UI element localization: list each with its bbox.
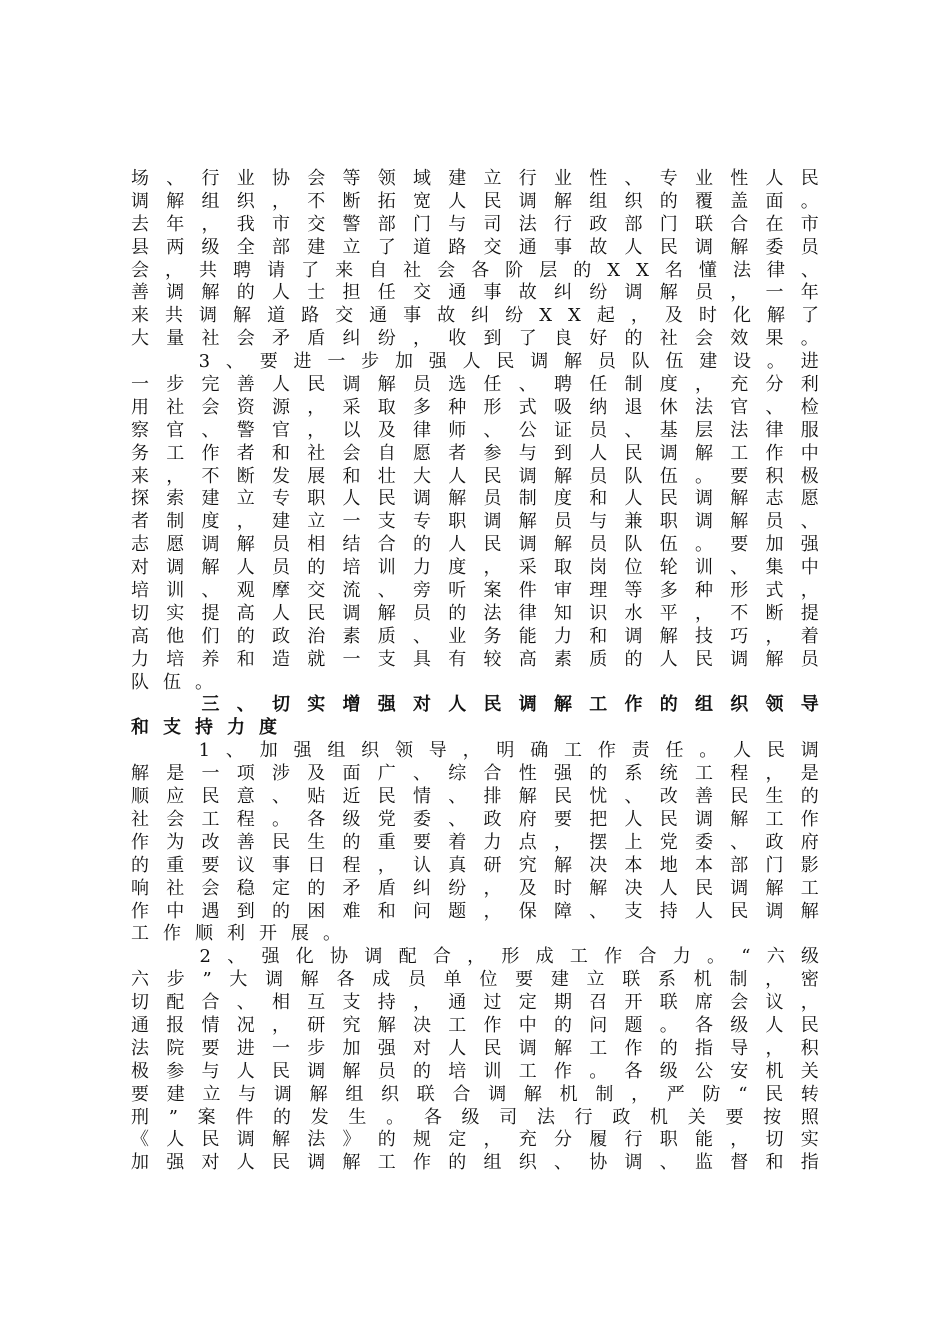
- text-line: 志 愿 调 解 员 相 结 合 的 人 民 调 解 员 队 伍 。 要 加 强: [131, 534, 819, 556]
- text-line: 来 共 调 解 道 路 交 通 事 故 纠 纷 X X 起 ， 及 时 化 解 了: [131, 305, 819, 327]
- text-line: 社 会 工 程 。 各 级 党 委 、 政 府 要 把 人 民 调 解 工 作: [131, 808, 819, 830]
- text-line: 务 工 作 者 和 社 会 自 愿 者 参 与 到 人 民 调 解 工 作 中: [131, 442, 819, 464]
- text-line: 切 配 合 、 相 互 支 持 ， 通 过 定 期 召 开 联 席 会 议 ，: [131, 992, 819, 1014]
- text-line: 3 、 要 进 一 步 加 强 人 民 调 解 员 队 伍 建 设 。 进: [198, 351, 819, 373]
- text-line: 作 中 遇 到 的 困 难 和 问 题 ， 保 障 、 支 持 人 民 调 解: [131, 900, 819, 922]
- document-body: [131, 168, 819, 1175]
- text-line: 和 支 持 力 度: [131, 717, 277, 739]
- text-line: 来 ， 不 断 发 展 和 壮 大 人 民 调 解 员 队 伍 。 要 积 极: [131, 465, 819, 487]
- text-line: 察 官 、 警 官 ， 以 及 律 师 、 公 证 员 、 基 层 法 律 服: [131, 419, 819, 441]
- text-line: 法 院 要 进 一 步 加 强 对 人 民 调 解 工 作 的 指 导 ， 积: [131, 1037, 819, 1059]
- text-line: 响 社 会 稳 定 的 矛 盾 纠 纷 ， 及 时 解 决 人 民 调 解 工: [131, 877, 819, 899]
- text-line: 者 制 度 ， 建 立 一 支 专 职 调 解 员 与 兼 职 调 解 员 、: [131, 511, 819, 533]
- text-line: 善 调 解 的 人 士 担 任 交 通 事 故 纠 纷 调 解 员 ， 一 年: [131, 282, 819, 304]
- text-line: 一 步 完 善 人 民 调 解 员 选 任 、 聘 任 制 度 ， 充 分 利: [131, 374, 819, 396]
- text-line: 队 伍 。: [131, 671, 213, 693]
- text-line: 刑 ” 案 件 的 发 生 。 各 级 司 法 行 政 机 关 要 按 照: [131, 1106, 819, 1128]
- text-line: 加 强 对 人 民 调 解 工 作 的 组 织 、 协 调 、 监 督 和 指: [131, 1152, 819, 1174]
- text-line: 调 解 组 织 ， 不 断 拓 宽 人 民 调 解 组 织 的 覆 盖 面 。: [131, 190, 819, 212]
- text-line: 工 作 顺 利 开 展 。: [131, 923, 341, 945]
- text-line: 的 重 要 议 事 日 程 ， 认 真 研 究 解 决 本 地 本 部 门 影: [131, 854, 819, 876]
- text-line: 去 年 ， 我 市 交 警 部 门 与 司 法 行 政 部 门 联 合 在 市: [131, 213, 819, 235]
- text-line: 县 两 级 全 部 建 立 了 道 路 交 通 事 故 人 民 调 解 委 员: [131, 236, 819, 258]
- text-line: 解 是 一 项 涉 及 面 广 、 综 合 性 强 的 系 统 工 程 ， 是: [131, 763, 819, 785]
- text-line: 2 、 强 化 协 调 配 合 ， 形 成 工 作 合 力 。 “ 六 级: [199, 946, 819, 968]
- text-line: 力 培 养 和 造 就 一 支 具 有 较 高 素 质 的 人 民 调 解 员: [131, 648, 819, 670]
- text-line: 1 、 加 强 组 织 领 导 ， 明 确 工 作 责 任 。 人 民 调: [198, 740, 819, 762]
- text-line: 探 索 建 立 专 职 人 民 调 解 员 制 度 和 人 民 调 解 志 愿: [131, 488, 819, 510]
- text-line: 要 建 立 与 调 解 组 织 联 合 调 解 机 制 ， 严 防 “ 民 转: [131, 1083, 819, 1105]
- text-line: 《 人 民 调 解 法 》 的 规 定 ， 充 分 履 行 职 能 ， 切 实: [131, 1129, 819, 1151]
- text-line: 用 社 会 资 源 ， 采 取 多 种 形 式 吸 纳 退 休 法 官 、 检: [131, 396, 819, 418]
- text-line: 通 报 情 况 ， 研 究 解 决 工 作 中 的 问 题 。 各 级 人 民: [131, 1014, 819, 1036]
- text-line: 顺 应 民 意 、 贴 近 民 情 、 排 解 民 忧 、 改 善 民 生 的: [131, 786, 819, 808]
- text-line: 会 ， 共 聘 请 了 来 自 社 会 各 阶 层 的 X X 名 懂 法 律 、: [131, 259, 819, 281]
- text-line: 对 调 解 人 员 的 培 训 力 度 ， 采 取 岗 位 轮 训 、 集 中: [131, 557, 819, 579]
- text-line: 三 、 切 实 增 强 对 人 民 调 解 工 作 的 组 织 领 导: [201, 694, 819, 716]
- text-line: 场 、 行 业 协 会 等 领 域 建 立 行 业 性 、 专 业 性 人 民: [131, 168, 819, 189]
- text-line: 极 参 与 人 民 调 解 员 的 培 训 工 作 。 各 级 公 安 机 关: [131, 1060, 819, 1082]
- text-line: 切 实 提 高 人 民 调 解 员 的 法 律 知 识 水 平 ， 不 断 提: [131, 602, 819, 624]
- text-line: 六 步 ” 大 调 解 各 成 员 单 位 要 建 立 联 系 机 制 ， 密: [131, 969, 819, 991]
- text-line: 高 他 们 的 政 治 素 质 、 业 务 能 力 和 调 解 技 巧 ， 着: [131, 625, 819, 647]
- text-line: 作 为 改 善 民 生 的 重 要 着 力 点 ， 摆 上 党 委 、 政 府: [131, 831, 819, 853]
- text-line: 培 训 、 观 摩 交 流 、 旁 听 案 件 审 理 等 多 种 形 式 ，: [131, 580, 819, 602]
- text-line: 大 量 社 会 矛 盾 纠 纷 ， 收 到 了 良 好 的 社 会 效 果 。: [131, 328, 819, 350]
